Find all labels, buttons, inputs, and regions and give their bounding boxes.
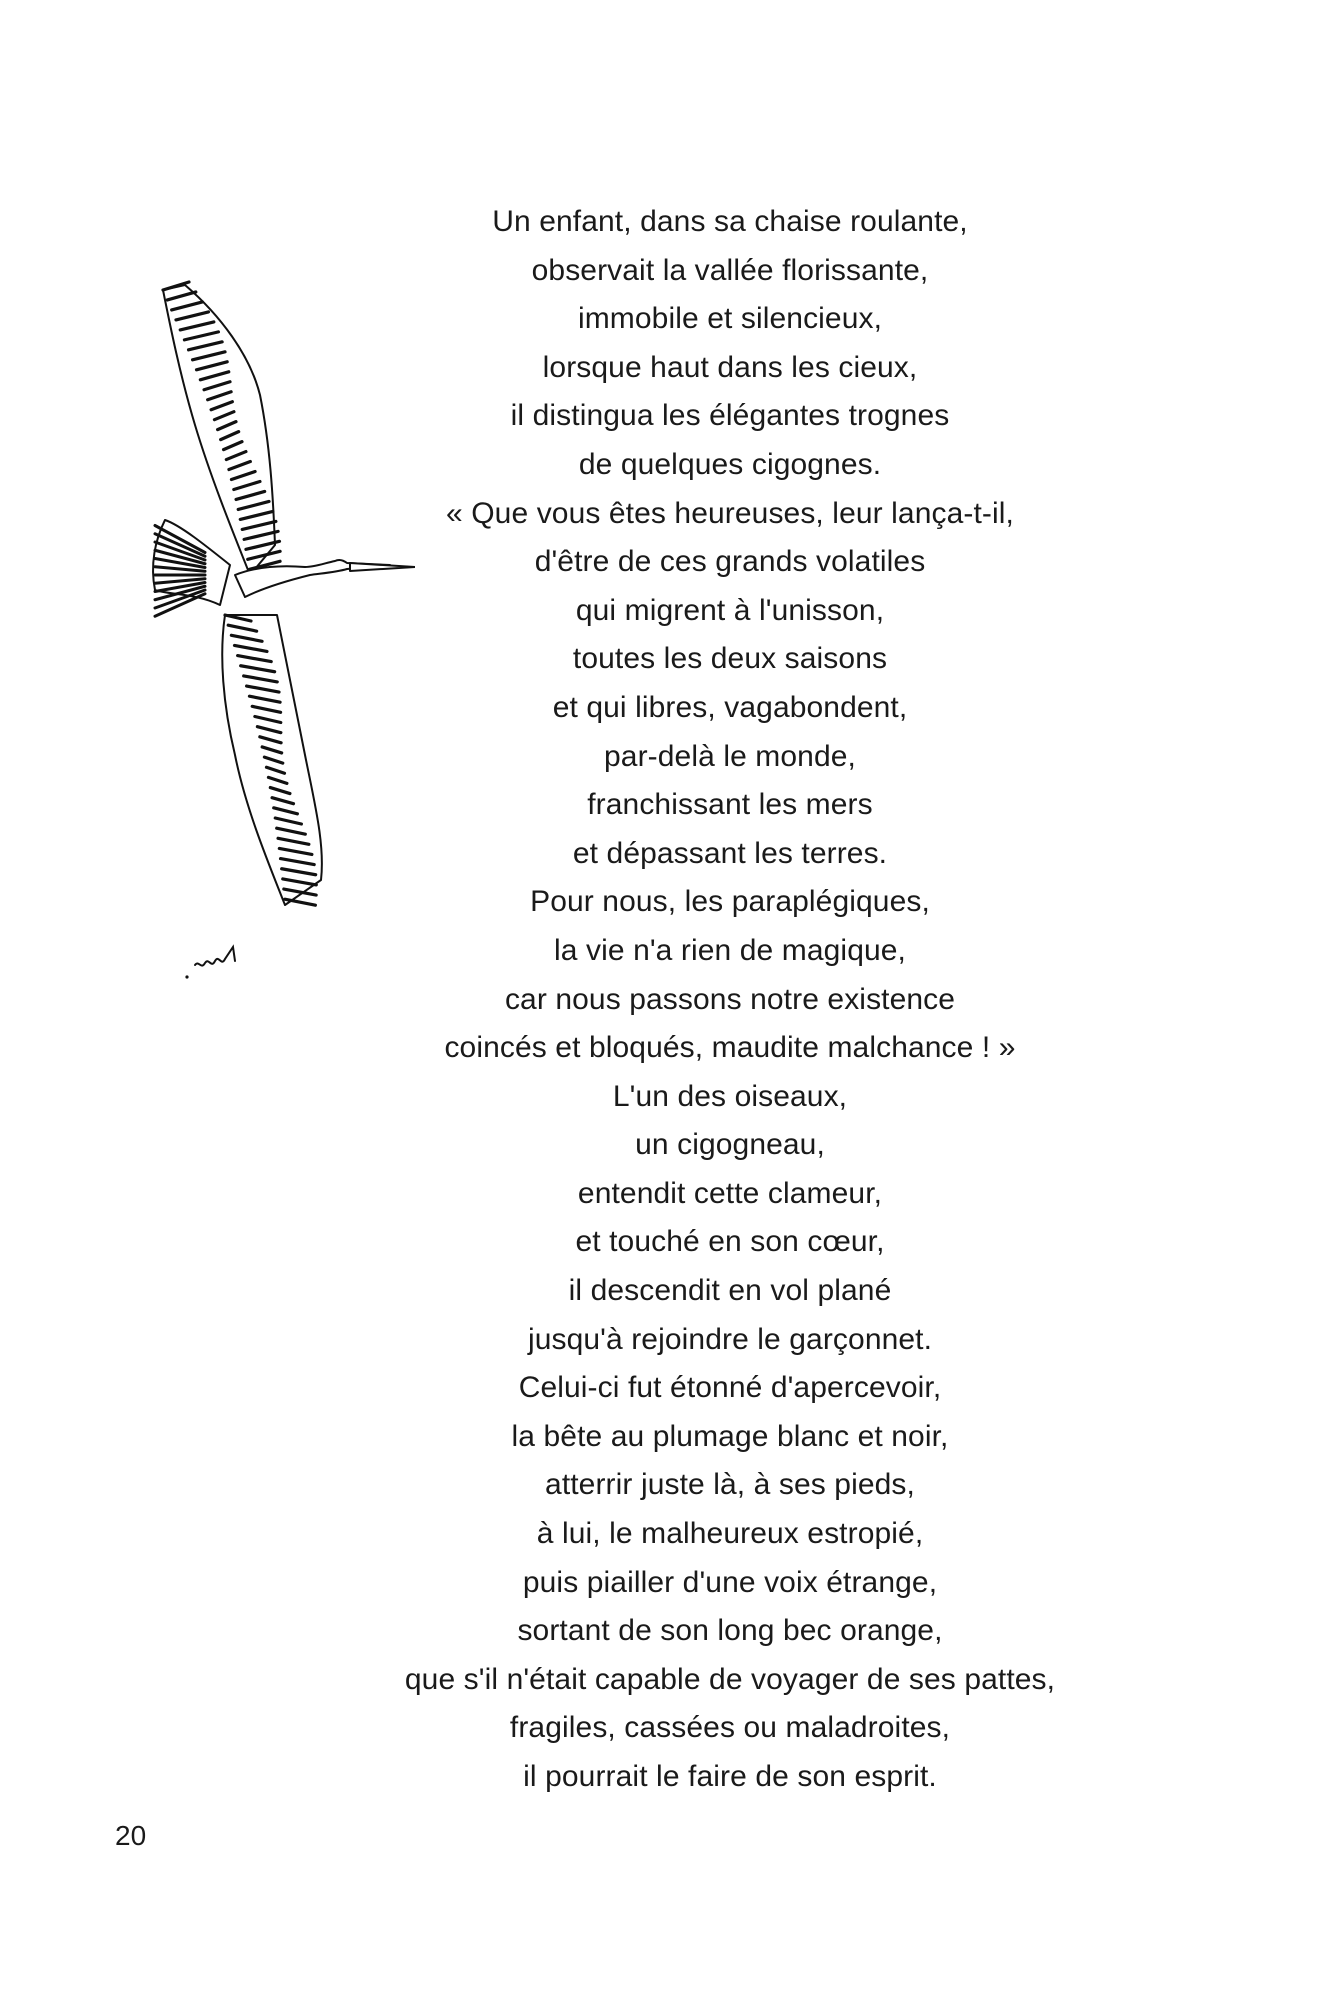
poem-line: fragiles, cassées ou maladroites, <box>509 1711 951 1745</box>
poem-line: la vie n'a rien de magique, <box>554 933 906 967</box>
poem-line: observait la vallée florissante, <box>531 253 929 287</box>
poem-line: de quelques cigognes. <box>578 447 882 481</box>
poem-line: atterrir juste là, à ses pieds, <box>545 1468 915 1502</box>
artist-signature <box>195 947 235 966</box>
tail <box>153 520 230 605</box>
poem-line: franchissant les mers <box>587 788 873 822</box>
page-number: 20 <box>115 1820 147 1851</box>
poem-line: que s'il n'était capable de voyager de ses pattes, <box>404 1662 1056 1696</box>
poem-line: par-delà le monde, <box>604 739 856 773</box>
poem-line: il distingua les élégantes trognes <box>510 399 950 433</box>
poem-line: qui migrent à l'unisson, <box>575 593 885 627</box>
poem-line: à lui, le malheureux estropié, <box>536 1517 924 1551</box>
poem-line: L'un des oiseaux, <box>612 1079 848 1113</box>
poem-line: coincés et bloqués, maudite malchance ! » <box>444 1031 1016 1065</box>
poem-line: Un enfant, dans sa chaise roulante, <box>492 205 968 238</box>
poem-line: et qui libres, vagabondent, <box>552 690 908 724</box>
poem-line: lorsque haut dans les cieux, <box>542 350 918 384</box>
poem-line: entendit cette clameur, <box>577 1176 883 1210</box>
poem-line: Pour nous, les paraplégiques, <box>530 885 930 919</box>
poem-line: un cigogneau, <box>635 1128 825 1162</box>
poem-line: immobile et silencieux, <box>577 302 883 336</box>
poem-line: la bête au plumage blanc et noir, <box>511 1419 949 1453</box>
poem-line: puis piailler d'une voix étrange, <box>522 1565 938 1599</box>
poem-line: d'être de ces grands volatiles <box>534 545 926 579</box>
poem-line: jusqu'à rejoindre le garçonnet. <box>527 1322 933 1356</box>
poem-line: et touché en son cœur, <box>575 1225 885 1259</box>
poem-line: « Que vous êtes heureuses, leur lança-t-il, <box>446 496 1014 530</box>
poem-line: car nous passons notre existence <box>504 982 956 1016</box>
poem-line: sortant de son long bec orange, <box>517 1614 943 1648</box>
poem-text <box>330 198 1130 1802</box>
poem-line: toutes les deux saisons <box>572 642 888 676</box>
poem-line: Celui-ci fut étonné d'apercevoir, <box>518 1371 942 1405</box>
poem-line: il pourrait le faire de son esprit. <box>523 1760 937 1793</box>
poem-line: il descendit en vol plané <box>568 1274 892 1308</box>
signature-dot <box>185 975 188 978</box>
poem-line: et dépassant les terres. <box>572 836 888 870</box>
